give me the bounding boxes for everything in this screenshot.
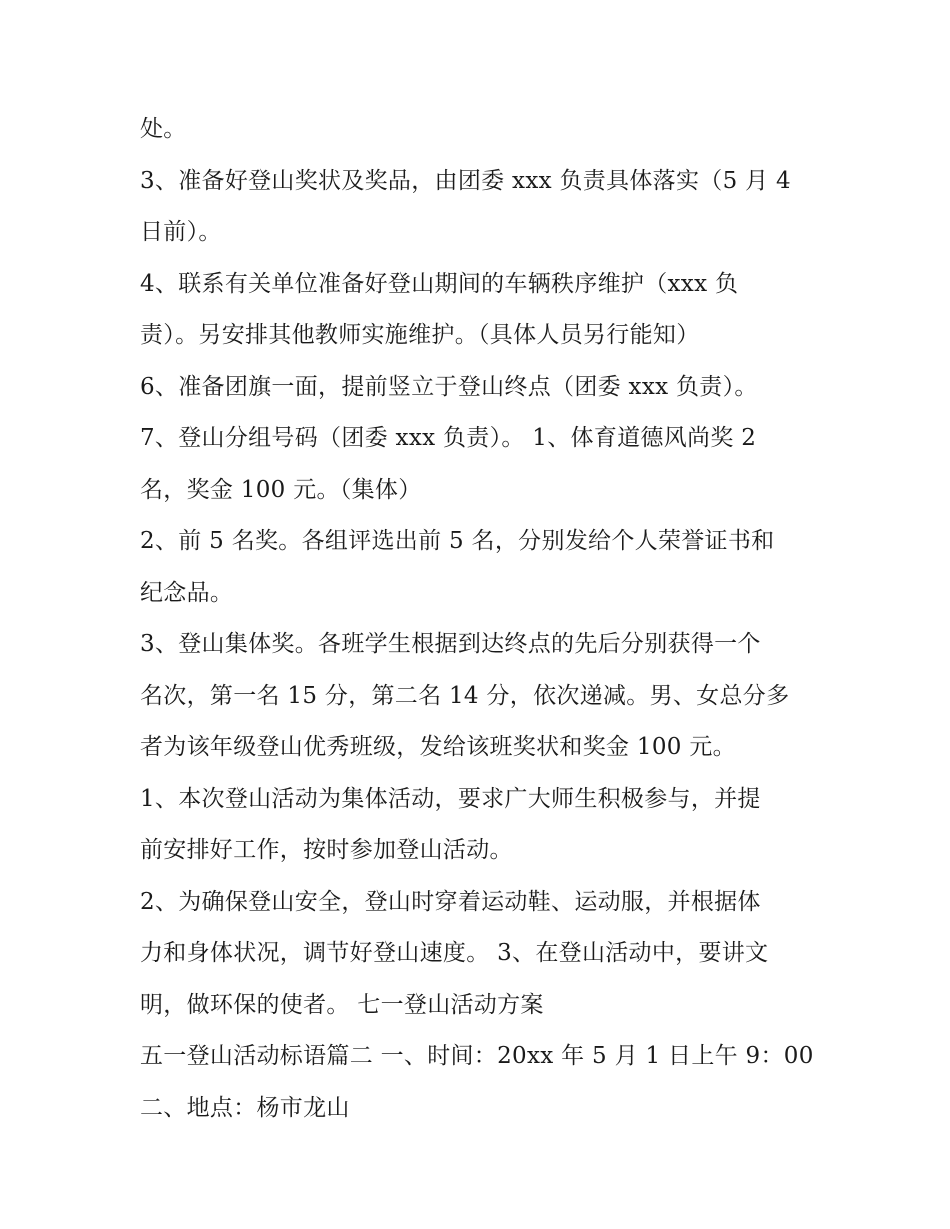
document-body xyxy=(140,104,820,1134)
text-line: 者为该年级登山优秀班级，发给该班奖状和奖金 100 元。 xyxy=(140,734,736,760)
text-line: 前安排好工作，按时参加登山活动。 xyxy=(140,837,513,863)
text-line: 名，奖金 100 元。（集体） xyxy=(140,476,422,503)
text-line: 处。 xyxy=(140,116,187,142)
text-line: 3、准备好登山奖状及奖品，由团委 xxx 负责具体落实（5 月 4 xyxy=(140,167,791,194)
text-line: 责）。另安排其他教师实施维护。（具体人员另行能知） xyxy=(140,322,700,348)
text-line: 明，做环保的使者。 七一登山活动方案 xyxy=(140,991,544,1018)
text-line: 日前）。 xyxy=(140,219,222,245)
text-line: 1、本次登山活动为集体活动，要求广大师生积极参与，并提 xyxy=(140,785,761,812)
text-line: 纪念品。 xyxy=(140,579,234,606)
text-line: 7、登山分组号码（团委 xxx 负责）。 1、体育道德风尚奖 2 xyxy=(140,425,757,451)
text-line: 6、准备团旗一面，提前竖立于登山终点（团委 xxx 负责）。 xyxy=(140,373,758,400)
text-line: 3、登山集体奖。各班学生根据到达终点的先后分别获得一个 xyxy=(140,631,761,657)
text-line: 二、地点：杨市龙山 xyxy=(140,1094,350,1121)
text-line: 五一登山活动标语篇二 一、时间：20xx 年 5 月 1 日上午 9：00 xyxy=(140,1043,814,1069)
text-line: 名次，第一名 15 分，第二名 14 分，依次递减。男、女总分多 xyxy=(140,682,790,709)
text-line: 2、前 5 名奖。各组评选出前 5 名，分别发给个人荣誉证书和 xyxy=(140,528,775,554)
text-line: 力和身体状况，调节好登山速度。 3、在登山活动中，要讲文 xyxy=(140,940,769,966)
text-line: 2、为确保登山安全，登山时穿着运动鞋、运动服，并根据体 xyxy=(140,888,761,915)
text-line: 4、联系有关单位准备好登山期间的车辆秩序维护（xxx 负 xyxy=(140,270,739,297)
